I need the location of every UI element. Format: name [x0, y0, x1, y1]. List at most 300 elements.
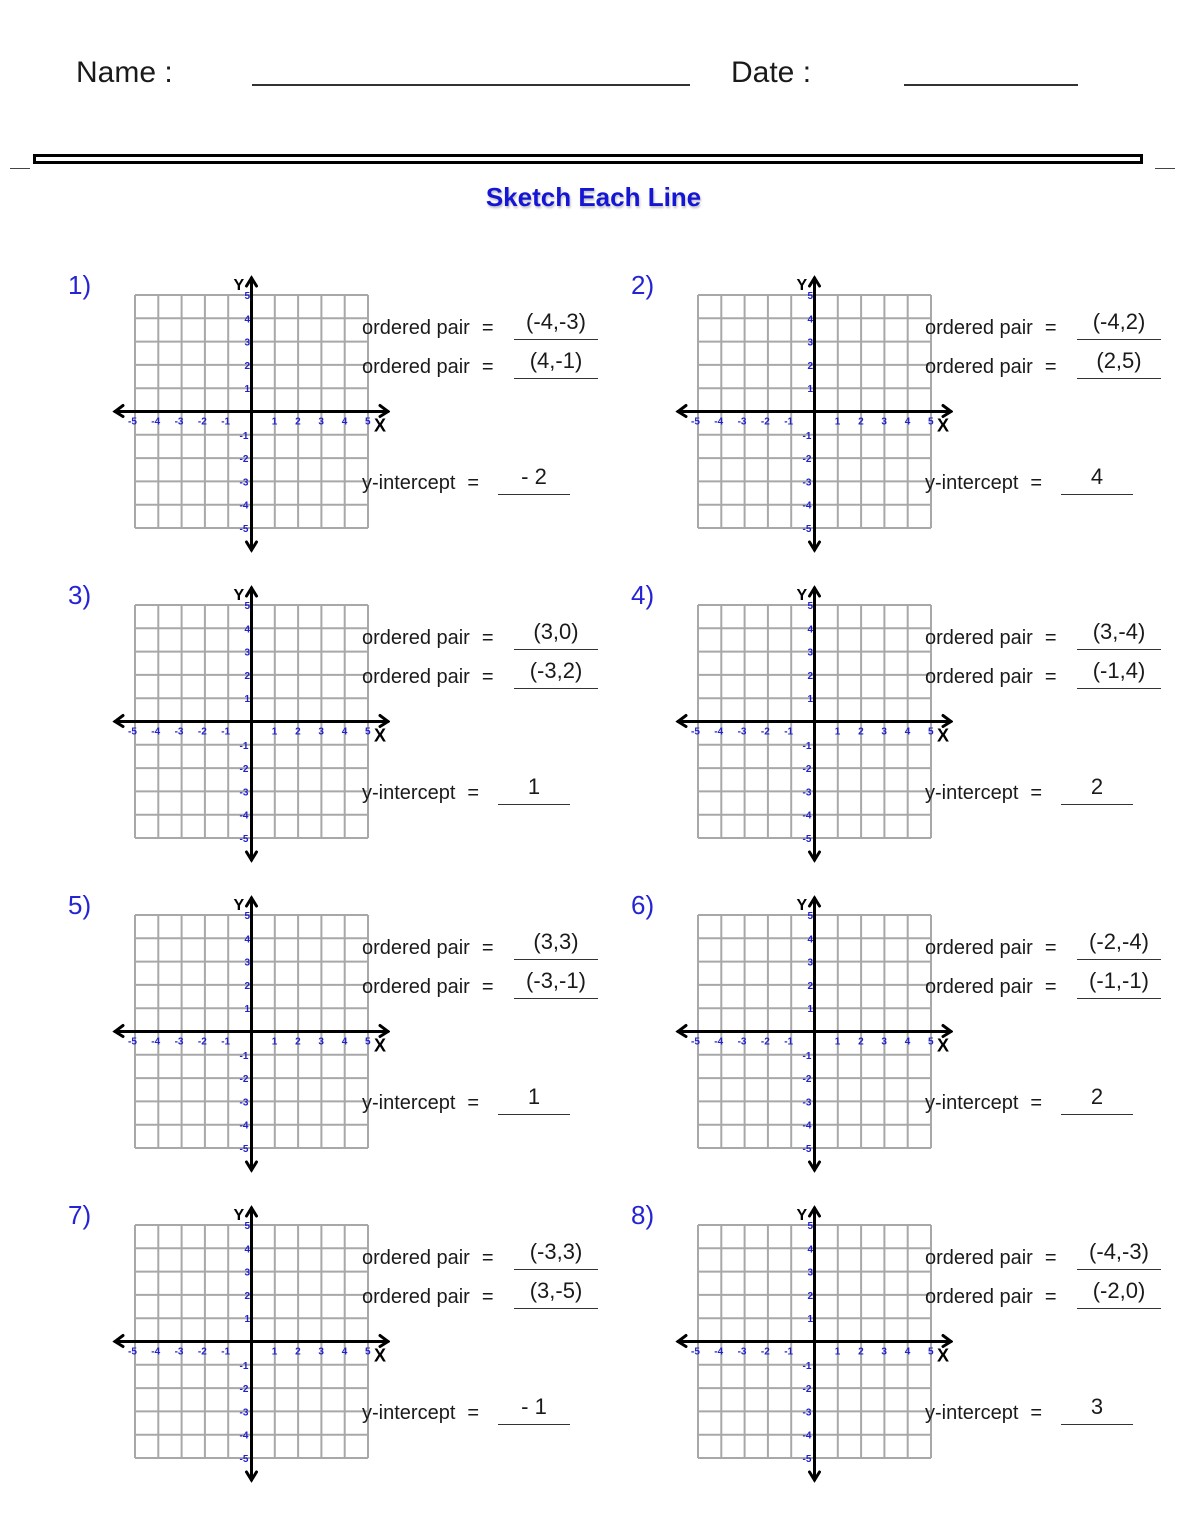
answer-underline: [514, 1269, 598, 1270]
svg-text:-1: -1: [239, 1050, 249, 1062]
svg-text:-2: -2: [239, 454, 249, 466]
svg-text:3: 3: [807, 337, 814, 349]
svg-text:2: 2: [807, 1290, 814, 1302]
svg-text:-5: -5: [239, 524, 249, 535]
svg-text:2: 2: [295, 416, 301, 428]
coordinate-grid[interactable]: [110, 580, 390, 870]
svg-text:5: 5: [807, 291, 814, 302]
equals-sign: =: [1030, 782, 1043, 804]
svg-text:-5: -5: [128, 726, 137, 738]
svg-text:2: 2: [858, 416, 864, 428]
svg-text:-2: -2: [239, 764, 249, 776]
svg-text:-4: -4: [151, 726, 161, 738]
y-intercept-field: [925, 774, 1104, 805]
y-axis-label: Y: [233, 277, 245, 294]
answer-underline: [498, 1424, 570, 1425]
y-intercept-field: [925, 1084, 1104, 1115]
svg-text:3: 3: [244, 957, 251, 969]
equals-sign: =: [1044, 1247, 1057, 1269]
y-intercept-label: y-intercept: [362, 472, 456, 494]
ordered-pair-label: ordered pair: [925, 1286, 1033, 1308]
ordered-pair-2-value[interactable]: (-3,-1): [526, 968, 586, 993]
svg-text:3: 3: [244, 647, 251, 659]
svg-text:-5: -5: [239, 1144, 249, 1155]
equals-sign: =: [1030, 472, 1043, 494]
problem-7: [68, 1200, 670, 1500]
svg-text:1: 1: [271, 1036, 278, 1048]
problem-3: [68, 580, 670, 880]
svg-text:1: 1: [244, 384, 251, 396]
svg-text:-1: -1: [802, 1360, 812, 1372]
svg-text:-3: -3: [737, 1036, 747, 1048]
answer-underline: [1061, 1114, 1133, 1115]
problem-number: 8): [631, 1200, 655, 1230]
svg-text:5: 5: [244, 1221, 251, 1232]
y-axis-label: Y: [233, 1207, 245, 1224]
svg-text:-5: -5: [691, 416, 700, 428]
ordered-pair-1-field: [925, 309, 1146, 340]
svg-text:-5: -5: [691, 726, 700, 738]
svg-text:5: 5: [365, 1346, 371, 1358]
svg-text:5: 5: [928, 1346, 934, 1358]
svg-text:-5: -5: [802, 524, 812, 535]
svg-text:-5: -5: [691, 1346, 700, 1358]
ordered-pair-2-field: [362, 348, 583, 379]
ordered-pair-1-field: [362, 309, 586, 340]
svg-text:-3: -3: [239, 787, 249, 799]
svg-text:2: 2: [858, 1346, 864, 1358]
svg-text:-4: -4: [802, 1430, 812, 1442]
date-input-line[interactable]: [904, 84, 1078, 86]
coordinate-grid[interactable]: [673, 580, 953, 870]
svg-text:-5: -5: [128, 1036, 137, 1048]
ordered-pair-label: ordered pair: [925, 666, 1033, 688]
x-axis-label: X: [374, 1345, 387, 1366]
ordered-pair-label: ordered pair: [362, 627, 470, 649]
svg-text:2: 2: [807, 360, 814, 372]
ordered-pair-2-value[interactable]: (-2,0): [1092, 1278, 1146, 1303]
answer-underline: [1061, 494, 1133, 495]
problem-number: 3): [68, 580, 92, 610]
y-intercept-value[interactable]: 2: [1090, 1084, 1104, 1109]
svg-text:-4: -4: [714, 416, 724, 428]
answer-underline: [498, 804, 570, 805]
answer-underline: [1077, 339, 1161, 340]
y-axis-label: Y: [233, 587, 245, 604]
ordered-pair-label: ordered pair: [362, 317, 470, 339]
name-label: Name :: [76, 56, 173, 89]
ordered-pair-2-value[interactable]: (-3,2): [529, 658, 583, 683]
y-intercept-label: y-intercept: [362, 1402, 456, 1424]
svg-text:4: 4: [341, 1036, 348, 1048]
name-input-line[interactable]: [252, 84, 690, 86]
svg-text:3: 3: [318, 1346, 324, 1358]
svg-text:5: 5: [807, 601, 814, 612]
ordered-pair-2-value[interactable]: (-1,-1): [1089, 968, 1149, 993]
y-axis-label: Y: [233, 897, 245, 914]
svg-text:-3: -3: [737, 416, 747, 428]
answer-underline: [1061, 804, 1133, 805]
svg-text:-4: -4: [151, 1346, 161, 1358]
problem-number: 2): [631, 270, 655, 300]
svg-text:2: 2: [807, 670, 814, 682]
problem-4: [631, 580, 1187, 880]
y-intercept-field: [925, 1394, 1104, 1425]
equals-sign: =: [1044, 356, 1057, 378]
x-axis-label: X: [374, 725, 387, 746]
svg-text:-5: -5: [802, 1454, 812, 1465]
svg-text:3: 3: [244, 1267, 251, 1279]
svg-text:4: 4: [244, 1244, 251, 1256]
equals-sign: =: [481, 937, 494, 959]
svg-text:5: 5: [928, 416, 934, 428]
svg-text:-3: -3: [239, 477, 249, 489]
svg-text:-2: -2: [239, 1074, 249, 1086]
svg-text:-5: -5: [691, 1036, 700, 1048]
right-dash: [1155, 168, 1175, 169]
svg-text:-4: -4: [239, 1430, 249, 1442]
y-intercept-value[interactable]: 1: [527, 1084, 541, 1109]
coordinate-grid[interactable]: [110, 270, 390, 560]
svg-text:2: 2: [858, 726, 864, 738]
problem-2: [631, 270, 1187, 570]
problem-8: [631, 1200, 1187, 1500]
svg-text:-2: -2: [802, 764, 812, 776]
svg-text:5: 5: [365, 416, 371, 428]
y-intercept-value[interactable]: 1: [527, 774, 541, 799]
answer-underline: [514, 378, 598, 379]
answer-underline: [514, 1308, 598, 1309]
y-intercept-field: [362, 1084, 541, 1115]
answer-underline: [1077, 959, 1161, 960]
svg-text:1: 1: [244, 694, 251, 706]
ordered-pair-2-value[interactable]: (3,-5): [529, 1278, 583, 1303]
svg-text:5: 5: [365, 726, 371, 738]
svg-text:-2: -2: [760, 726, 770, 738]
equals-sign: =: [1044, 666, 1057, 688]
ordered-pair-1-value[interactable]: (-4,2): [1092, 309, 1146, 334]
svg-text:-1: -1: [221, 726, 231, 738]
problem-number: 6): [631, 890, 655, 920]
ordered-pair-label: ordered pair: [925, 1247, 1033, 1269]
svg-text:1: 1: [244, 1004, 251, 1016]
y-axis-label: Y: [796, 587, 808, 604]
y-intercept-value[interactable]: 3: [1090, 1394, 1104, 1419]
svg-text:-2: -2: [760, 416, 770, 428]
svg-text:-5: -5: [128, 416, 137, 428]
x-axis-label: X: [937, 1345, 950, 1366]
svg-text:-3: -3: [802, 477, 812, 489]
ordered-pair-2-field: [362, 658, 583, 689]
equals-sign: =: [467, 1092, 480, 1114]
answer-underline: [514, 339, 598, 340]
svg-text:-2: -2: [197, 416, 207, 428]
svg-text:-4: -4: [151, 1036, 161, 1048]
svg-text:5: 5: [928, 726, 934, 738]
svg-text:-2: -2: [239, 1384, 249, 1396]
y-intercept-value[interactable]: - 2: [521, 464, 547, 489]
svg-text:1: 1: [834, 1036, 841, 1048]
y-intercept-label: y-intercept: [925, 1092, 1019, 1114]
svg-text:3: 3: [318, 1036, 324, 1048]
date-label: Date :: [731, 56, 812, 89]
y-intercept-value[interactable]: 2: [1090, 774, 1104, 799]
svg-text:-3: -3: [239, 1097, 249, 1109]
svg-text:1: 1: [807, 694, 814, 706]
y-axis-label: Y: [796, 897, 808, 914]
ordered-pair-label: ordered pair: [362, 976, 470, 998]
svg-text:4: 4: [341, 416, 348, 428]
ordered-pair-2-field: [362, 1278, 583, 1309]
ordered-pair-1-field: [362, 1239, 583, 1270]
ordered-pair-label: ordered pair: [925, 317, 1033, 339]
svg-text:4: 4: [807, 314, 814, 326]
svg-text:4: 4: [244, 314, 251, 326]
svg-text:5: 5: [807, 911, 814, 922]
problem-5: [68, 890, 670, 1190]
svg-text:1: 1: [807, 384, 814, 396]
ordered-pair-1-value[interactable]: (-4,-3): [1089, 1239, 1149, 1264]
svg-text:-3: -3: [174, 1036, 184, 1048]
y-intercept-label: y-intercept: [925, 472, 1019, 494]
ordered-pair-1-field: [925, 929, 1149, 960]
svg-text:-2: -2: [760, 1346, 770, 1358]
y-axis-label: Y: [796, 1207, 808, 1224]
svg-text:-1: -1: [802, 1050, 812, 1062]
svg-text:1: 1: [244, 1314, 251, 1326]
svg-text:2: 2: [295, 1346, 301, 1358]
problem-number: 7): [68, 1200, 92, 1230]
svg-text:4: 4: [904, 416, 911, 428]
problem-number: 1): [68, 270, 92, 300]
svg-text:5: 5: [365, 1036, 371, 1048]
svg-text:-2: -2: [197, 1346, 207, 1358]
svg-text:4: 4: [341, 1346, 348, 1358]
svg-text:2: 2: [244, 1290, 251, 1302]
equals-sign: =: [467, 1402, 480, 1424]
ordered-pair-1-value[interactable]: (-2,-4): [1089, 929, 1149, 954]
svg-text:5: 5: [244, 601, 251, 612]
y-intercept-field: [362, 774, 541, 805]
ordered-pair-1-value[interactable]: (-4,-3): [526, 309, 586, 334]
equals-sign: =: [467, 782, 480, 804]
svg-text:1: 1: [271, 416, 278, 428]
equals-sign: =: [1030, 1402, 1043, 1424]
header-divider: [33, 154, 1143, 164]
svg-text:-1: -1: [221, 416, 231, 428]
svg-text:-1: -1: [239, 430, 249, 442]
svg-text:2: 2: [295, 1036, 301, 1048]
svg-text:-5: -5: [802, 834, 812, 845]
coordinate-grid[interactable]: [673, 270, 953, 560]
y-intercept-label: y-intercept: [362, 782, 456, 804]
svg-text:-3: -3: [802, 787, 812, 799]
y-intercept-label: y-intercept: [925, 782, 1019, 804]
ordered-pair-label: ordered pair: [925, 356, 1033, 378]
svg-text:-1: -1: [239, 1360, 249, 1372]
ordered-pair-1-value[interactable]: (3,-4): [1092, 619, 1146, 644]
svg-text:-1: -1: [784, 726, 794, 738]
svg-text:3: 3: [881, 1346, 887, 1358]
answer-underline: [498, 494, 570, 495]
left-dash: [10, 168, 30, 169]
svg-text:3: 3: [318, 726, 324, 738]
svg-text:-4: -4: [151, 416, 161, 428]
svg-text:-1: -1: [221, 1346, 231, 1358]
answer-underline: [1077, 688, 1161, 689]
answer-underline: [1077, 378, 1161, 379]
answer-underline: [1077, 998, 1161, 999]
svg-text:5: 5: [244, 291, 251, 302]
svg-text:1: 1: [807, 1004, 814, 1016]
answer-underline: [1061, 1424, 1133, 1425]
svg-text:-1: -1: [784, 1346, 794, 1358]
x-axis-label: X: [374, 1035, 387, 1056]
answer-underline: [514, 998, 598, 999]
svg-text:-3: -3: [174, 416, 184, 428]
svg-text:-1: -1: [221, 1036, 231, 1048]
ordered-pair-1-field: [362, 619, 579, 650]
svg-text:4: 4: [904, 1346, 911, 1358]
equals-sign: =: [481, 666, 494, 688]
problem-6: [631, 890, 1187, 1190]
ordered-pair-label: ordered pair: [362, 666, 470, 688]
y-intercept-value[interactable]: 4: [1090, 464, 1104, 489]
svg-text:-1: -1: [239, 740, 249, 752]
svg-text:5: 5: [244, 911, 251, 922]
worksheet-title: Sketch Each Line: [485, 182, 702, 212]
equals-sign: =: [467, 472, 480, 494]
svg-text:1: 1: [834, 1346, 841, 1358]
svg-text:3: 3: [881, 726, 887, 738]
equals-sign: =: [481, 1247, 494, 1269]
ordered-pair-2-field: [925, 658, 1146, 689]
y-intercept-field: [362, 464, 547, 495]
equals-sign: =: [481, 356, 494, 378]
svg-text:4: 4: [244, 624, 251, 636]
svg-text:-5: -5: [239, 834, 249, 845]
coordinate-grid[interactable]: [673, 1200, 953, 1490]
svg-text:4: 4: [244, 934, 251, 946]
problem-1: [68, 270, 670, 570]
ordered-pair-2-value[interactable]: (4,-1): [529, 348, 583, 373]
svg-text:2: 2: [295, 726, 301, 738]
ordered-pair-1-field: [925, 619, 1146, 650]
equals-sign: =: [481, 627, 494, 649]
equals-sign: =: [1044, 317, 1057, 339]
equals-sign: =: [481, 317, 494, 339]
svg-text:-2: -2: [197, 726, 207, 738]
answer-underline: [1077, 1269, 1161, 1270]
svg-text:-4: -4: [802, 500, 812, 512]
svg-text:1: 1: [807, 1314, 814, 1326]
answer-underline: [1077, 649, 1161, 650]
svg-text:-3: -3: [174, 1346, 184, 1358]
svg-text:-4: -4: [239, 810, 249, 822]
ordered-pair-1-value[interactable]: (-3,3): [529, 1239, 583, 1264]
svg-text:3: 3: [807, 1267, 814, 1279]
svg-text:-1: -1: [784, 1036, 794, 1048]
ordered-pair-label: ordered pair: [362, 356, 470, 378]
svg-text:2: 2: [244, 980, 251, 992]
ordered-pair-2-field: [362, 968, 586, 999]
svg-text:-3: -3: [802, 1407, 812, 1419]
coordinate-grid[interactable]: [673, 890, 953, 1180]
equals-sign: =: [1044, 627, 1057, 649]
svg-text:-2: -2: [197, 1036, 207, 1048]
svg-text:4: 4: [807, 624, 814, 636]
x-axis-label: X: [937, 415, 950, 436]
svg-text:3: 3: [244, 337, 251, 349]
svg-text:-3: -3: [239, 1407, 249, 1419]
svg-text:-3: -3: [802, 1097, 812, 1109]
svg-text:5: 5: [928, 1036, 934, 1048]
equals-sign: =: [1044, 1286, 1057, 1308]
ordered-pair-2-value[interactable]: (-1,4): [1092, 658, 1146, 683]
svg-text:2: 2: [244, 360, 251, 372]
equals-sign: =: [1044, 976, 1057, 998]
svg-text:-4: -4: [714, 1036, 724, 1048]
svg-text:-1: -1: [802, 430, 812, 442]
ordered-pair-label: ordered pair: [925, 976, 1033, 998]
svg-text:-4: -4: [239, 500, 249, 512]
y-intercept-value[interactable]: - 1: [521, 1394, 547, 1419]
svg-text:2: 2: [807, 980, 814, 992]
ordered-pair-1-field: [362, 929, 579, 960]
ordered-pair-2-value[interactable]: (2,5): [1096, 348, 1142, 373]
svg-text:-4: -4: [802, 1120, 812, 1132]
ordered-pair-label: ordered pair: [362, 937, 470, 959]
equals-sign: =: [481, 976, 494, 998]
coordinate-grid[interactable]: [110, 890, 390, 1180]
coordinate-grid[interactable]: [110, 1200, 390, 1490]
y-axis-label: Y: [796, 277, 808, 294]
ordered-pair-label: ordered pair: [925, 627, 1033, 649]
svg-text:-2: -2: [802, 1074, 812, 1086]
svg-text:3: 3: [807, 957, 814, 969]
svg-text:-2: -2: [760, 1036, 770, 1048]
svg-text:4: 4: [807, 934, 814, 946]
ordered-pair-1-field: [925, 1239, 1149, 1270]
x-axis-label: X: [374, 415, 387, 436]
ordered-pair-1-value[interactable]: (3,3): [533, 929, 579, 954]
svg-text:-4: -4: [714, 726, 724, 738]
answer-underline: [514, 959, 598, 960]
problem-number: 5): [68, 890, 92, 920]
svg-text:1: 1: [834, 416, 841, 428]
answer-underline: [1077, 1308, 1161, 1309]
x-axis-label: X: [937, 1035, 950, 1056]
svg-text:-1: -1: [802, 740, 812, 752]
svg-text:-5: -5: [802, 1144, 812, 1155]
svg-text:3: 3: [881, 416, 887, 428]
ordered-pair-1-value[interactable]: (3,0): [533, 619, 579, 644]
svg-text:-4: -4: [714, 1346, 724, 1358]
equals-sign: =: [1030, 1092, 1043, 1114]
equals-sign: =: [1044, 937, 1057, 959]
svg-text:3: 3: [807, 647, 814, 659]
svg-text:-4: -4: [239, 1120, 249, 1132]
y-intercept-field: [925, 464, 1104, 495]
svg-text:-5: -5: [239, 1454, 249, 1465]
svg-text:4: 4: [904, 1036, 911, 1048]
svg-text:5: 5: [807, 1221, 814, 1232]
svg-text:4: 4: [904, 726, 911, 738]
svg-text:2: 2: [858, 1036, 864, 1048]
svg-text:-2: -2: [802, 1384, 812, 1396]
svg-text:-5: -5: [128, 1346, 137, 1358]
svg-text:1: 1: [271, 726, 278, 738]
